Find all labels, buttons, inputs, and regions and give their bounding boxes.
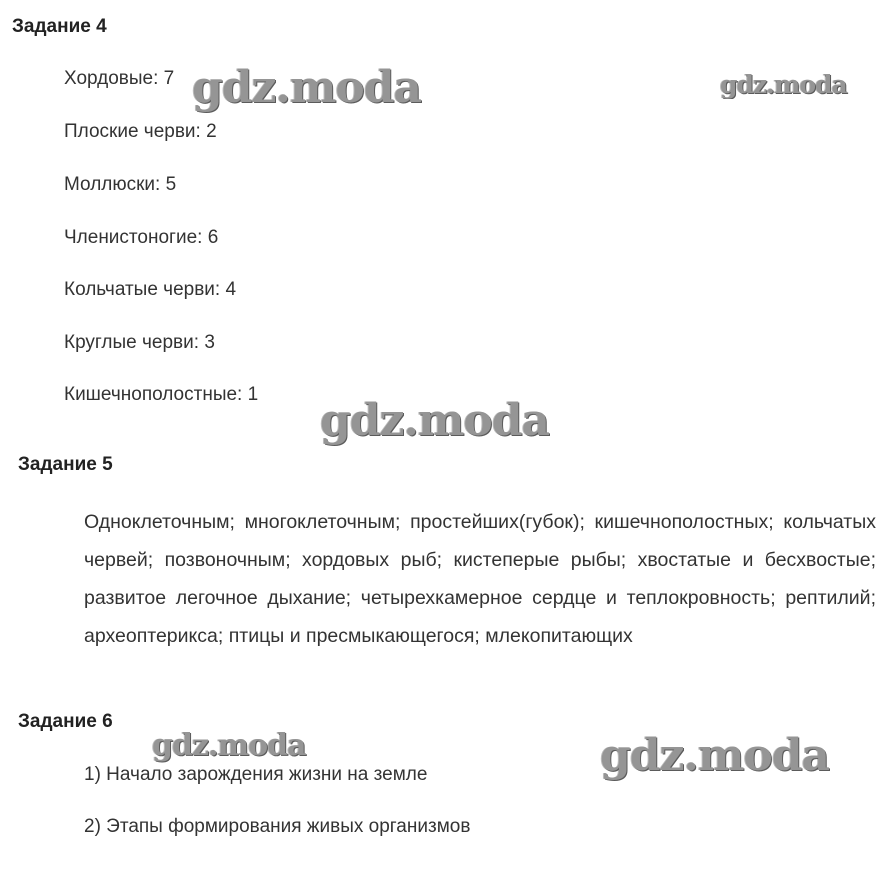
watermark-logo: gdz.moda — [192, 62, 422, 113]
task4-item: Членистоногие: 6 — [64, 227, 219, 248]
task4-heading: Задание 4 — [12, 16, 107, 37]
task4-item: Моллюски: 5 — [64, 174, 177, 195]
watermark-logo: gdz.moda — [720, 70, 847, 99]
task6-item: 2) Этапы формирования живых организмов — [84, 816, 471, 837]
task6-item: 1) Начало зарождения жизни на земле — [84, 764, 428, 785]
task6-heading: Задание 6 — [18, 711, 113, 732]
task4-item: Круглые черви: 3 — [64, 332, 215, 353]
task4-item: Кольчатые черви: 4 — [64, 279, 237, 300]
task4-item: Кишечнополостные: 1 — [64, 384, 259, 405]
task5-answer-text: Одноклеточным; многоклеточным; простейших(губок); кишечнополостных; кольчатых червей; позвоночным; хордовых рыб; кистеперые рыбы; хвостатые и бесхвостые; развитое легочное дыхание; четырехкамерное сердце и теплокровность; рептилий; археоптерикса; птицы и пресмыкающегося; млекопитающих — [84, 511, 876, 647]
task5-heading: Задание 5 — [18, 454, 113, 475]
task4-item: Плоские черви: 2 — [64, 121, 217, 142]
watermark-logo: gdz.moda — [600, 730, 830, 781]
task4-item: Хордовые: 7 — [64, 68, 175, 89]
watermark-logo: gdz.moda — [152, 728, 306, 763]
watermark-logo: gdz.moda — [320, 395, 550, 446]
